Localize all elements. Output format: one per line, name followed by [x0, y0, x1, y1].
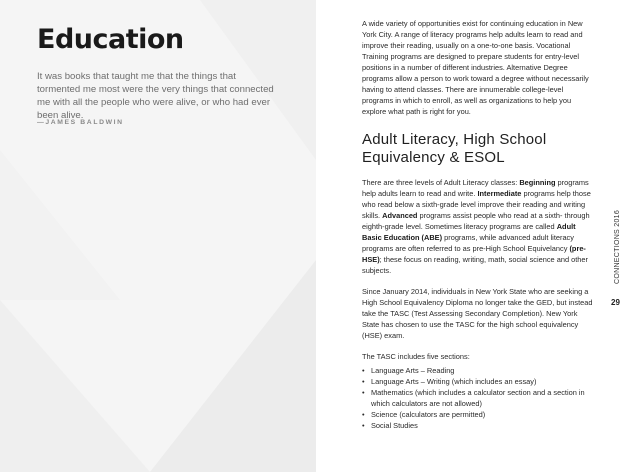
left-panel	[0, 0, 316, 472]
list-item: • Social Studies	[362, 420, 594, 431]
epigraph-attribution: —JAMES BALDWIN	[37, 119, 124, 126]
epigraph-quote: It was books that taught me that the things that tormented me most were the very things that connected me with all the people who were alive, or who had ever been alive.	[37, 71, 274, 121]
literacy-levels-paragraph	[362, 177, 594, 276]
main-column	[362, 18, 594, 431]
para1-text-3: programs help those who read below a sixth-grade level improve their reading and writing skills.	[362, 189, 591, 220]
page-title: Education	[37, 24, 184, 55]
para1-text-4: programs assist people who read at a sixth- through eighth-grade level. Sometimes literacy programs are called	[362, 211, 590, 231]
term-beginning: Beginning	[519, 178, 556, 187]
term-pre-hse: (pre-HSE)	[362, 244, 586, 264]
term-abe: Adult Basic Education (ABE)	[362, 222, 576, 242]
page-number: 29	[611, 298, 620, 307]
tasc-intro: The TASC includes five sections:	[362, 352, 470, 361]
list-item: • Language Arts – Writing (which includes an essay)	[362, 376, 594, 387]
section-heading: Adult Literacy, High School Equivalency & ESOL	[362, 131, 547, 166]
list-item: • Science (calculators are permitted)	[362, 409, 594, 420]
term-advanced: Advanced	[382, 211, 418, 220]
term-intermediate: Intermediate	[477, 189, 522, 198]
tasc-paragraph: Since January 2014, individuals in New York State who are seeking a High School Equivalency Diploma no longer take the GED, but instead take the TASC (Test Assessing Secondary Completion). New York State has chosen to use the TASC for the high school equivalency (HSE) exam.	[362, 287, 593, 340]
para1-text-5: programs, while advanced adult literacy programs are often referred to as pre-High School Equivelancy	[362, 233, 574, 253]
intro-paragraph: A wide variety of opportunities exist for continuing education in New York City. A range of literacy programs help adults learn to read and improve their reading, usually on a one-to-one basis. Vocational Training programs are designed to prepare students for entry-level positions in a number of different industries. Alternative Degree programs allow a person to work toward a degree without necessarily having to attend classes. There are innumerable college-level programs in which to enroll, as well as organizations to help you explore what path is right for you.	[362, 19, 589, 116]
publication-label: CONNECTIONS 2016	[614, 209, 621, 284]
tasc-sections-list	[362, 365, 594, 431]
list-item: • Mathematics (which includes a calculator section and a section in which calculators are not allowed)	[362, 387, 594, 409]
para1-text-6: ; these focus on reading, writing, math, social science and other subjects.	[362, 255, 588, 275]
para1-text-1: There are three levels of Adult Literacy classes:	[362, 178, 520, 187]
para1-text-2: programs help adults learn to read and write.	[362, 178, 589, 198]
list-item: • Language Arts – Reading	[362, 365, 594, 376]
